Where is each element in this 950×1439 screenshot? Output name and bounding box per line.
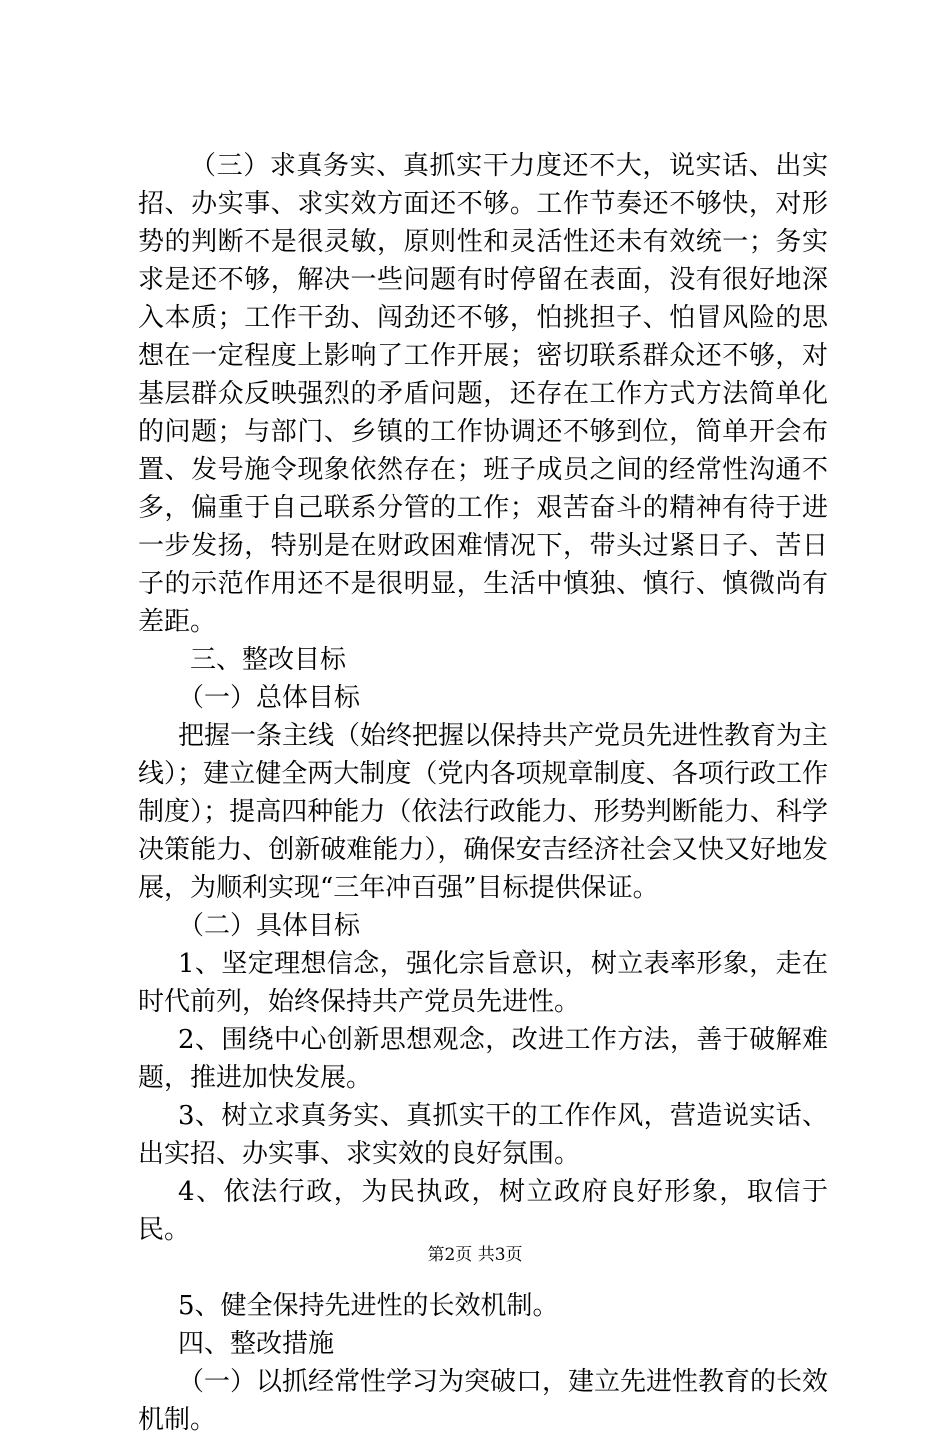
paragraph-shortcomings-3: （三）求真务实、真抓实干力度还不大，说实话、出实招、办实事、求实效方面还不够。工作节奏还不够快，对形势的判断不是很灵敏，原则性和灵活性还未有效统一；务实求是还不够，解决一些问题有时停留在表面，没有很好地深入本质；工作干劲、闯劲还不够，怕挑担子、怕冒风险的思想在一定程度上影响了工作开展；密切联系群众还不够，对基层群众反映强烈的矛盾问题，还存在工作方式方法简单化的问题；与部门、乡镇的工作协调还不够到位，简单开会布置、发号施令现象依然存在；班子成员之间的经常性沟通不多，偏重于自己联系分管的工作；艰苦奋斗的精神有待于进一步发扬，特别是在财政困难情况下，带头过紧日子、苦日子的示范作用还不是很明显，生活中慎独、慎行、慎微尚有差距。 <box>138 151 828 637</box>
paragraph-measure-1: （一）以抓经常性学习为突破口，建立先进性教育的长效机制。 <box>138 1367 829 1435</box>
page-footer: 第2页 共3页 <box>427 1245 523 1265</box>
list-item-goal-2: 2、围绕中心创新思想观念，改进工作方法，善于破解难题，推进加快发展。 <box>138 1025 828 1093</box>
list-item-goal-4: 4、依法行政，为民执政，树立政府良好形象，取信于民。 <box>138 1177 828 1245</box>
list-item-goal-1: 1、坚定理想信念，强化宗旨意识，树立表率形象，走在时代前列，始终保持共产党员先进性。 <box>138 949 828 1017</box>
paragraph-overall-goal: 把握一条主线（始终把握以保持共产党员先进性教育为主线）；建立健全两大制度（党内各项规章制度、各项行政工作制度）；提高四种能力（依法行政能力、形势判断能力、科学决策能力、创新破难能力），确保安吉经济社会又快又好地发展，为顺利实现“三年冲百强”目标提供保证。 <box>138 721 829 903</box>
subheading-specific-goals: （二）具体目标 <box>178 911 361 941</box>
subheading-overall-goal: （一）总体目标 <box>178 683 361 713</box>
list-item-goal-3: 3、树立求真务实、真抓实干的工作作风，营造说实话、出实招、办实事、求实效的良好氛围。 <box>138 1101 828 1169</box>
heading-rectification-goals: 三、整改目标 <box>190 645 347 675</box>
heading-rectification-measures: 四、整改措施 <box>178 1329 335 1359</box>
list-item-goal-5: 5、健全保持先进性的长效机制。 <box>178 1291 559 1321</box>
